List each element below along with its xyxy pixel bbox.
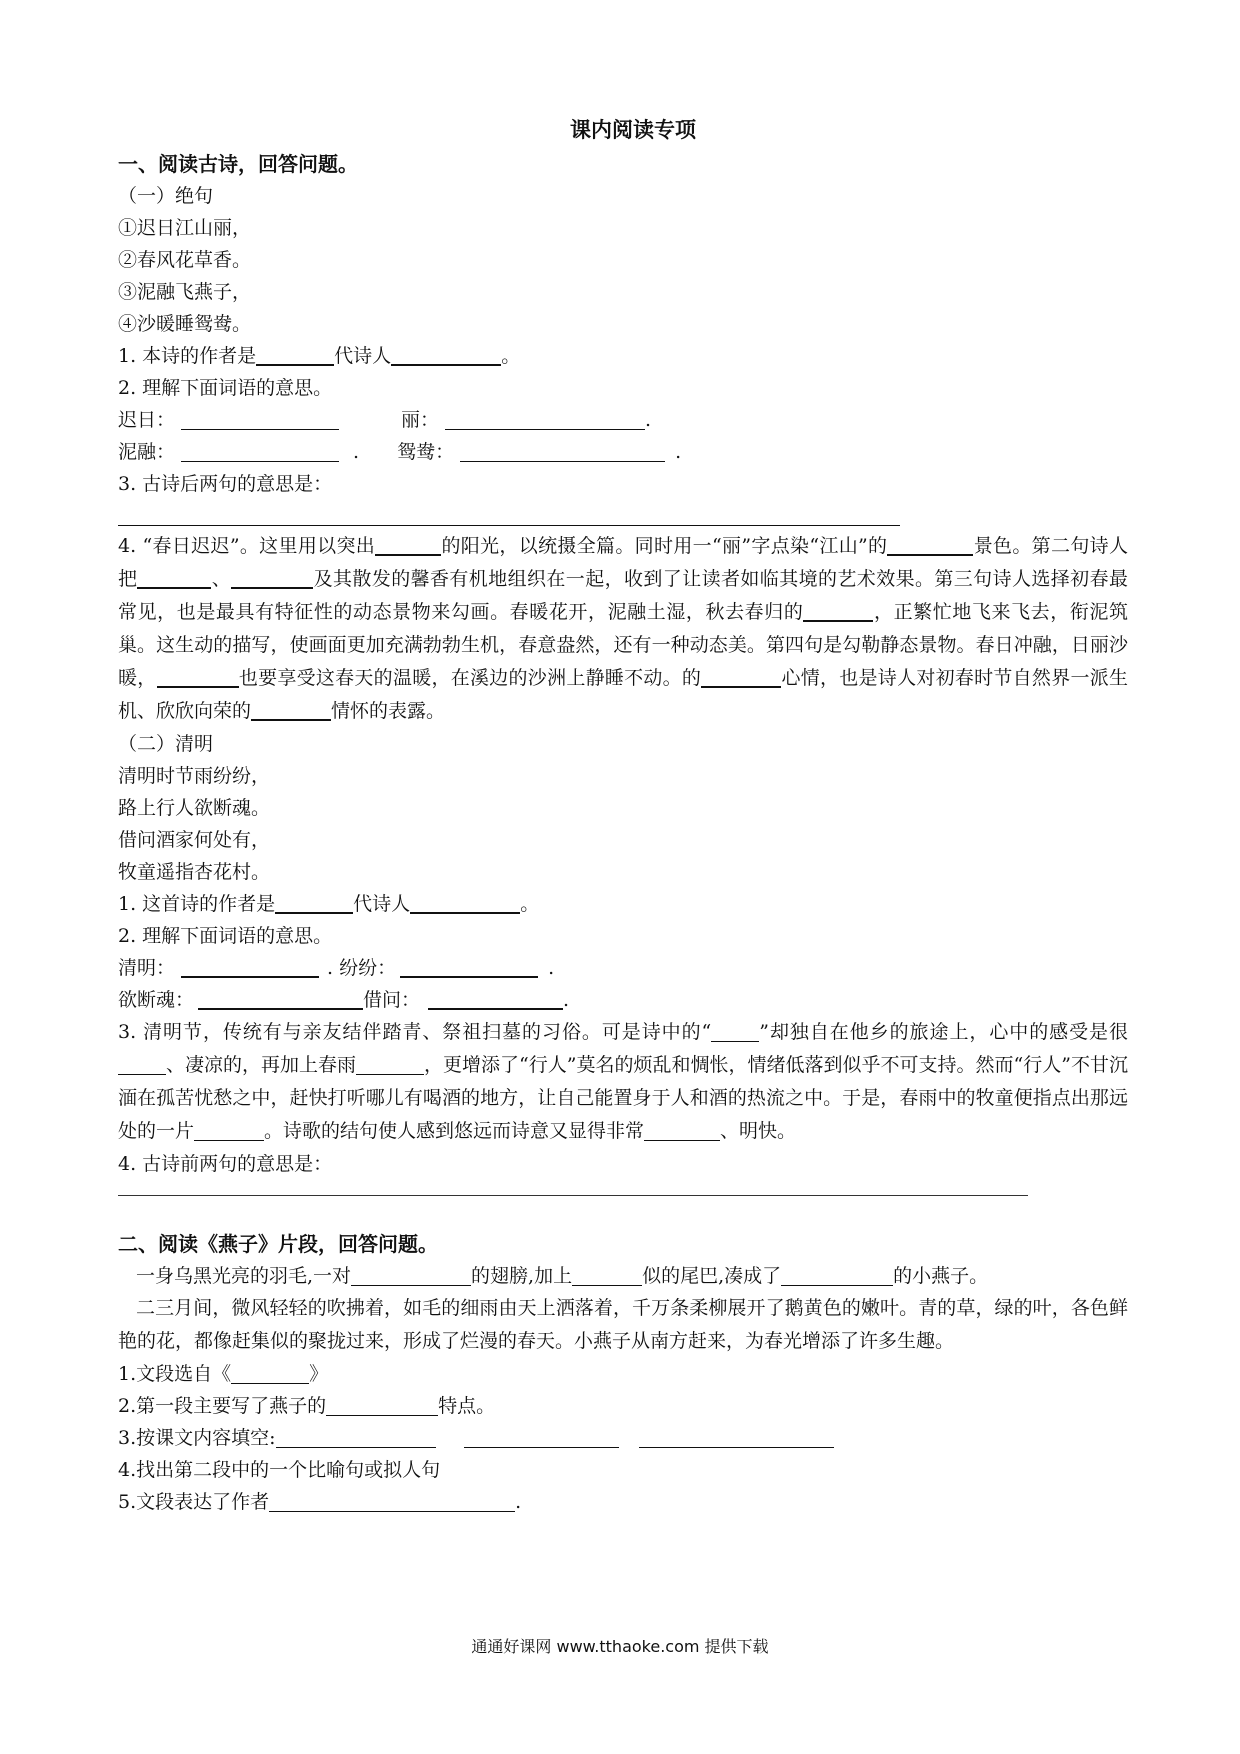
section2-question-1 xyxy=(118,1358,1128,1390)
poem2-line: 清明时节雨纷纷， xyxy=(118,765,271,787)
poem1-line: ④沙暖睡鸳鸯。 xyxy=(118,313,252,335)
answer-blank[interactable] xyxy=(375,532,441,556)
section1-heading: 一、阅读古诗，回答问题。 xyxy=(118,152,358,176)
answer-blank[interactable] xyxy=(701,664,781,688)
poem2-question-4: 4. 古诗前两句的意思是： xyxy=(118,1153,333,1175)
answer-line[interactable] xyxy=(118,500,1128,530)
question-text: 景色。第二句诗人把 xyxy=(118,535,1128,590)
answer-blank[interactable] xyxy=(572,1263,642,1286)
answer-blank[interactable] xyxy=(644,1118,720,1141)
page-title: 课内阅读专项 xyxy=(570,117,696,142)
answer-line[interactable] xyxy=(118,1194,1128,1228)
answer-blank[interactable] xyxy=(400,954,538,978)
passage-paragraph-1 xyxy=(118,1260,1128,1292)
poem1-line: ②春风花草香。 xyxy=(118,249,252,271)
poem1-question-2: 2. 理解下面词语的意思。 xyxy=(118,377,333,399)
answer-blank[interactable] xyxy=(464,1425,619,1448)
poem2-question-2: 2. 理解下面词语的意思。 xyxy=(118,925,333,947)
question-text: 3.按课文内容填空: xyxy=(118,1427,276,1449)
question-text: 。 xyxy=(501,345,521,367)
poem2-question-3 xyxy=(118,1016,1128,1148)
word-label: 泥融： xyxy=(118,441,176,463)
word-label: 鸳鸯： xyxy=(397,441,455,463)
word-label: 借问： xyxy=(363,989,421,1011)
poem1-question-1 xyxy=(118,340,1128,372)
answer-blank[interactable] xyxy=(256,342,334,366)
word-label: 欲断魂： xyxy=(118,989,195,1011)
poem1-title: （一）绝句 xyxy=(118,185,214,207)
question-text: ，更增添了“行人”莫名的烦乱和惆怅，情绪低落到似乎不可支持。然而“行人”不甘沉湎在孤苦忧愁之中，赶快打听哪儿有喝酒的地方，让自己能置身于人和酒的热流之中。于是，春雨中的牧童便指点出那远处的一片 xyxy=(118,1054,1128,1142)
question-text: 5.文段表达了作者 xyxy=(118,1491,270,1513)
section2-question-2 xyxy=(118,1390,1128,1422)
poem2-line: 借问酒家何处有， xyxy=(118,829,271,851)
poem1-line: ③泥融飞燕子， xyxy=(118,281,252,303)
question-text: 、 xyxy=(211,568,232,590)
answer-blank[interactable] xyxy=(460,439,665,462)
section2-question-4: 4.找出第二段中的一个比喻句或拟人句 xyxy=(118,1459,441,1481)
answer-blank[interactable] xyxy=(275,890,353,914)
answer-blank[interactable] xyxy=(356,1052,424,1075)
question-text: 心情，也是诗人对初春时节自然界一派生机、欣欣向荣的 xyxy=(118,667,1128,722)
question-text: 1.文段选自《 xyxy=(118,1363,232,1385)
section2-heading: 二、阅读《燕子》片段，回答问题。 xyxy=(118,1232,438,1256)
answer-blank[interactable] xyxy=(269,1489,515,1512)
question-text: 也要享受这春天的温暖，在溪边的沙洲上静睡不动。的 xyxy=(238,667,702,689)
word-meaning-row: 欲断魂： 借问： . xyxy=(118,984,1128,1016)
question-text: ”却独自在他乡的旅途上，心中的感受是很 xyxy=(759,1021,1128,1043)
word-meaning-row: 清明： . 纷纷： . xyxy=(118,952,1128,984)
question-text: 代诗人 xyxy=(353,893,411,915)
answer-blank[interactable] xyxy=(445,407,645,430)
answer-blank[interactable] xyxy=(887,532,973,556)
answer-blank[interactable] xyxy=(181,954,319,978)
passage-text: 似的尾巴,凑成了 xyxy=(642,1265,782,1287)
answer-blank[interactable] xyxy=(276,1425,436,1448)
answer-blank[interactable] xyxy=(231,1361,309,1384)
question-text: 特点。 xyxy=(438,1395,496,1417)
answer-blank[interactable] xyxy=(428,986,563,1010)
question-text: 1. 这首诗的作者是 xyxy=(118,893,276,915)
answer-blank[interactable] xyxy=(410,890,520,914)
passage-text: 一身乌黑光亮的羽毛,一对 xyxy=(136,1265,352,1287)
question-text: 4. “春日迟迟”。这里用以突出 xyxy=(118,535,376,557)
question-text: . xyxy=(515,1491,522,1513)
passage-paragraph-2: 二三月间，微风轻轻的吹拂着，如毛的细雨由天上洒落着，千万条柔柳展开了鹅黄色的嫩叶。青的草，绿的叶，各色鲜艳的花，都像赶集似的聚拢过来，形成了烂漫的春天。小燕子从南方赶来，为春光增添了许多生趣。 xyxy=(118,1297,1128,1352)
poem1-question-4 xyxy=(118,530,1128,728)
answer-blank[interactable] xyxy=(351,1263,471,1286)
question-text: 及其散发的馨香有机地组织在一起，收到了让读者如临其境的艺术效果。第三句诗人选择初春最常见，也是最具有特征性的动态景物来勾画。春暖花开，泥融土湿，秋去春归的 xyxy=(118,568,1128,623)
answer-blank[interactable] xyxy=(194,1118,264,1141)
word-label: . 纷纷： xyxy=(327,957,397,979)
answer-blank[interactable] xyxy=(198,986,363,1010)
answer-blank[interactable] xyxy=(181,407,339,430)
question-text: 、明快。 xyxy=(720,1120,797,1142)
answer-blank[interactable] xyxy=(391,342,501,366)
answer-blank[interactable] xyxy=(137,565,211,589)
question-text: 1. 本诗的作者是 xyxy=(118,345,257,367)
word-label: 迟日： xyxy=(118,409,176,431)
question-text: 情怀的表露。 xyxy=(331,700,446,722)
question-text: 。 xyxy=(520,893,540,915)
footer-credit: 通通好课网 www.tthaoke.com 提供下载 xyxy=(471,1637,769,1656)
word-label: 丽： xyxy=(401,409,440,431)
poem2-question-1 xyxy=(118,888,1128,920)
worksheet-page xyxy=(118,112,1128,1518)
passage-text: 的翅膀,加上 xyxy=(471,1265,573,1287)
question-text: 代诗人 xyxy=(334,345,392,367)
poem1-line: ①迟日江山丽， xyxy=(118,217,252,239)
question-text: 3. 清明节，传统有与亲友结伴踏青、祭祖扫墓的习俗。可是诗中的“ xyxy=(118,1021,712,1043)
answer-blank[interactable] xyxy=(157,664,239,688)
answer-blank[interactable] xyxy=(118,1052,166,1075)
answer-blank[interactable] xyxy=(781,1263,893,1286)
poem2-line: 路上行人欲断魂。 xyxy=(118,797,271,819)
word-meaning-row: 泥融： . 鸳鸯： . xyxy=(118,441,682,463)
poem2-line: 牧童遥指杏花村。 xyxy=(118,861,271,883)
answer-blank[interactable] xyxy=(803,598,873,622)
answer-blank[interactable] xyxy=(251,697,331,721)
question-text: 》 xyxy=(309,1363,329,1385)
answer-blank[interactable] xyxy=(231,565,313,589)
word-meaning-row: 迟日： 丽： . xyxy=(118,409,652,431)
answer-blank[interactable] xyxy=(639,1425,834,1448)
section2-question-5 xyxy=(118,1486,1128,1518)
poem1-question-3: 3. 古诗后两句的意思是： xyxy=(118,473,333,495)
passage-text: 的小燕子。 xyxy=(893,1265,989,1287)
word-label: 清明： xyxy=(118,957,176,979)
question-text: ，正繁忙地飞来飞去，衔泥筑巢。这生动的描写，使画面更加充满勃勃生机，春意盎然，还有一种动态美。第四句是勾勒静态景物。春日冲融，日丽沙暖， xyxy=(118,601,1128,689)
answer-blank[interactable] xyxy=(711,1019,759,1042)
poem2-title: （二）清明 xyxy=(118,733,214,755)
section2-question-3 xyxy=(118,1422,1128,1454)
question-text: 2.第一段主要写了燕子的 xyxy=(118,1395,327,1417)
question-text: 。诗歌的结句使人感到悠远而诗意又显得非常 xyxy=(264,1120,645,1142)
answer-blank[interactable] xyxy=(181,439,339,462)
answer-blank[interactable] xyxy=(326,1393,438,1416)
question-text: 的阳光，以统摄全篇。同时用一“丽”字点染“江山”的 xyxy=(441,535,888,557)
question-text: 、凄凉的，再加上春雨 xyxy=(166,1054,357,1076)
